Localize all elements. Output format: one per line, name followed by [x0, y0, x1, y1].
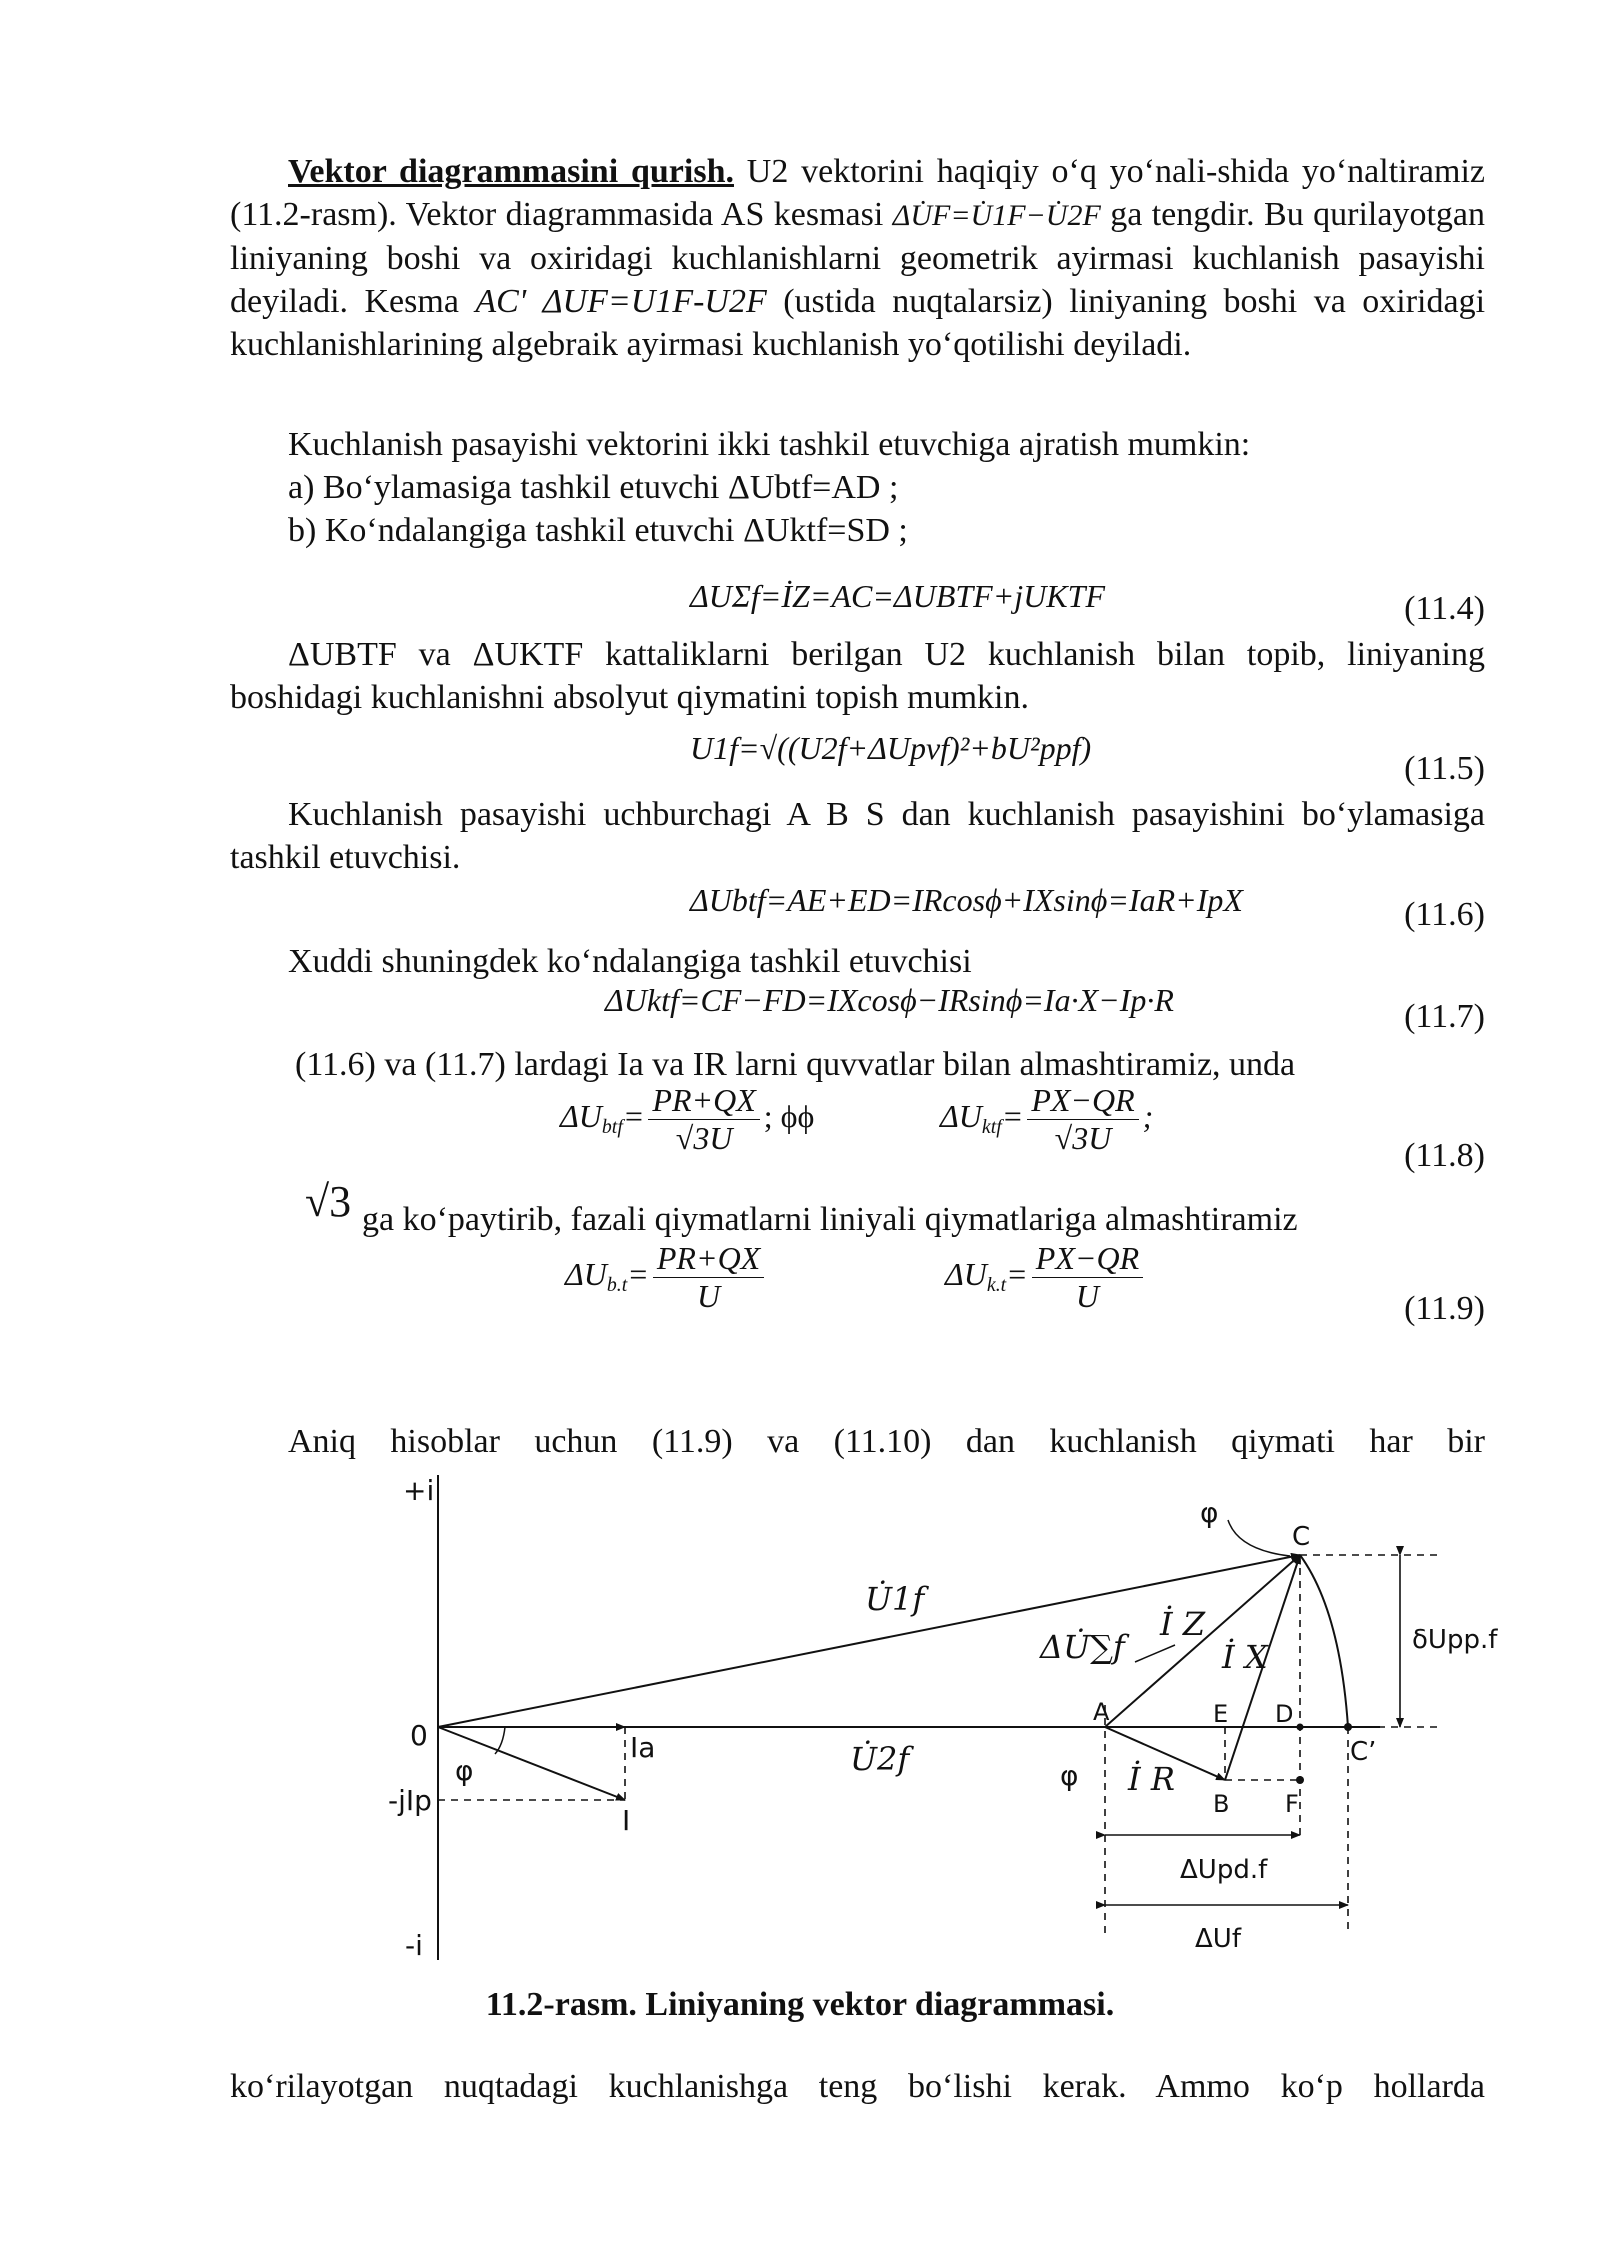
label-minus-i: -i	[405, 1929, 423, 1962]
label-point-d: D	[1275, 1700, 1294, 1728]
inline-equation: ΔU̇F=U̇1F−U̇2F	[892, 199, 1101, 232]
equation-number: (11.7)	[1404, 998, 1485, 1035]
phi-arc-c	[1228, 1520, 1290, 1556]
label-phi-c: φ	[1200, 1496, 1219, 1529]
equation-number: (11.8)	[1404, 1137, 1485, 1174]
sqrt3-symbol: √3	[305, 1177, 352, 1226]
paragraph-exact-calc: Aniq hisoblar uchun (11.9) va (11.10) dan kuchlanish qiymati har bir	[288, 1423, 1485, 1460]
label-point-f: F	[1285, 1790, 1299, 1818]
equation-11-6: ΔUbtf=AE+ED=IRcosϕ+IXsinϕ=IaR+IpX	[690, 882, 1243, 918]
inline-equation-2: AC' ΔUF=U1F-U2F	[475, 283, 767, 320]
label-delta-upp: δUpp.f	[1412, 1625, 1498, 1655]
arc-c-cprime	[1300, 1555, 1348, 1727]
label-u1f: U̇1f	[865, 1580, 925, 1618]
list-item-b: b) Ko‘ndalangiga tashkil etuvchi ΔUktf=SD ;	[288, 512, 908, 549]
label-point-e: E	[1213, 1700, 1229, 1728]
label-pointer-du	[1135, 1645, 1175, 1662]
label-ia: Ia	[630, 1731, 656, 1764]
equation-11-5: U1f=√((U2f+ΔUpvf)²+bU²ppf)	[690, 730, 1092, 766]
label-point-c-prime: C’	[1350, 1737, 1377, 1767]
label-phi-origin: φ	[455, 1754, 474, 1787]
paragraph-intro: Vektor diagrammasini qurish. U2 vektorini haqiqiy o‘q yo‘nali-shida yo‘naltiramiz (11.2-rasm). Vektor diagrammasida AS kesmasi ΔU̇F=U̇1F−U̇2F ga tengdir. Bu qurilayotgan liniyaning boshi va oxiridagi kuchlanishlarni geometrik ayirmasi kuchlanish pasayishi deyiladi. Kesma AC' ΔUF=U1F-U2F (ustida nuqtalarsiz) liniyaning boshi va oxiridagi kuchlanishlarining algebraik ayirmasi kuchlanish yo‘qotilishi deyiladi.	[230, 153, 1486, 363]
paragraph-transverse: Xuddi shuningdek ko‘ndalangiga tashkil etuvchisi	[288, 943, 972, 980]
label-point-b: B	[1213, 1790, 1230, 1818]
paragraph-linear-values: ga ko‘paytirib, fazali qiymatlarni liniyali qiymatlariga almashtiramiz	[362, 1201, 1298, 1238]
equation-11-8-b: $\Delta U_{ktf}=$ $\frac{PX-QR}{√3U}$ ;	[940, 1082, 1154, 1156]
label-ir: İ R	[1128, 1760, 1175, 1798]
label-delta-upd: ΔUpd.f	[1180, 1855, 1268, 1885]
equation-number: (11.4)	[1404, 590, 1485, 627]
label-plus-i: +i	[403, 1474, 435, 1507]
figure-caption: 11.2-rasm. Liniyaning vektor diagrammasi.	[485, 1986, 1115, 2023]
equation-11-4: ΔUΣf=İZ=AC=ΔUBTF+jUKTF	[690, 578, 1105, 614]
paragraph-power-substitution: (11.6) va (11.7) lardagi Ia va IR larni quvvatlar bilan almashtiramiz, unda	[295, 1046, 1296, 1083]
paragraph-components: Kuchlanish pasayishi vektorini ikki tashkil etuvchiga ajratish mumkin:	[288, 426, 1251, 463]
paragraph-absolute-value: ΔUBTF va ΔUKTF kattaliklarni berilgan U2 kuchlanish bilan topib, liniyaning boshidagi kuchlanishni absolyut qiymatini topish mumkin.	[230, 636, 1485, 716]
label-point-a: A	[1093, 1698, 1110, 1726]
label-minus-jip: -jIp	[388, 1784, 432, 1817]
label-point-c: C	[1292, 1522, 1311, 1552]
equation-11-9-b: $\Delta U_{k.t}=$ $\frac{PX-QR}{U}$	[945, 1240, 1147, 1315]
label-iz: İ Z	[1160, 1605, 1206, 1643]
label-ix: İ X	[1222, 1638, 1268, 1676]
list-item-a: a) Bo‘ylamasiga tashkil etuvchi ΔUbtf=AD ;	[288, 469, 899, 506]
equation-11-9-a: $\Delta U_{b.t}=$ $\frac{PR+QX}{U}$	[565, 1240, 768, 1315]
section-heading: Vektor diagrammasini qurish.	[288, 153, 734, 190]
equation-11-7: ΔUktf=CF−FD=IXcosϕ−IRsinϕ=Ia·X−Ip·R	[605, 982, 1174, 1018]
label-i: I	[622, 1804, 631, 1837]
paragraph-triangle: Kuchlanish pasayishi uchburchagi A B S dan kuchlanish pasayishini bo‘ylamasiga tashkil etuvchisi.	[230, 796, 1485, 876]
equation-11-8-a: $\Delta U_{btf}=$ $\frac{PR+QX}{√3U}$ ; ϕϕ	[560, 1082, 815, 1156]
label-delta-uf: ΔUf	[1195, 1924, 1241, 1954]
equation-number: (11.6)	[1404, 896, 1485, 933]
label-du-sum: ΔU̇∑f	[1040, 1628, 1125, 1666]
paragraph-continuation: ko‘rilayotgan nuqtadagi kuchlanishga teng bo‘lishi kerak. Ammo ko‘p hollarda	[230, 2068, 1485, 2105]
label-origin: 0	[410, 1719, 428, 1752]
label-u2f: U̇2f	[850, 1740, 910, 1778]
label-phi-b: φ	[1060, 1759, 1079, 1792]
equation-number: (11.9)	[1404, 1290, 1485, 1327]
equation-number: (11.5)	[1404, 750, 1485, 787]
